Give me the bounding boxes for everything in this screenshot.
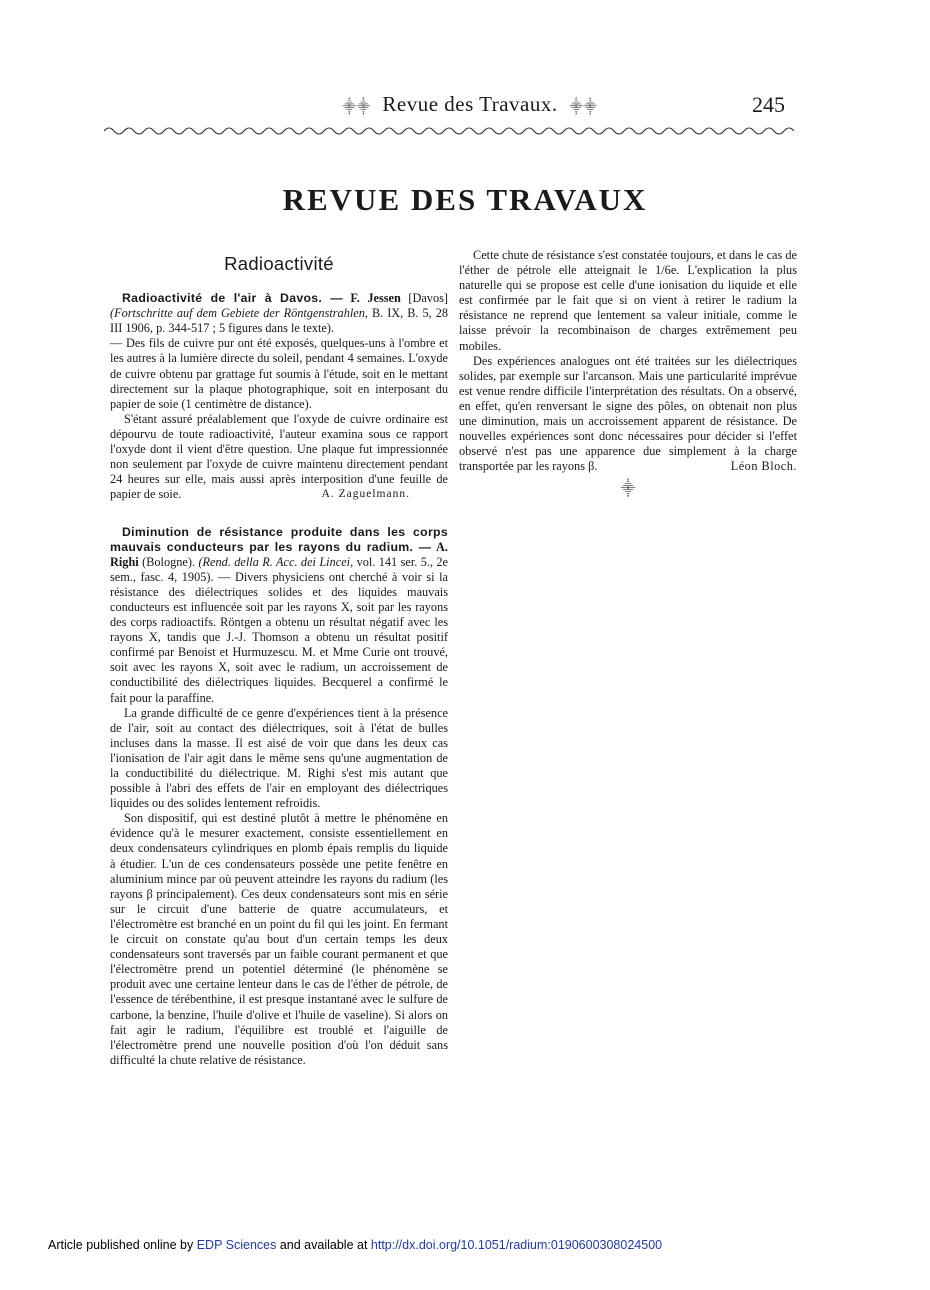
page-number: 245 (752, 92, 785, 117)
article-2-paragraph-2: La grande difficulté de ce genre d'expériences tient à la présence de l'air, soit au contact des diélectriques, soit à l'état de bulles incluses dans la masse. Il est aisé de voir que dans les deux cas l'ionisation de l'air agit dans le même sens qu'une augmentation de la conductibilité du diélectrique. M. Righi s'est mis autant que possible à l'abri des effets de l'air en employant des diélectriques liquides ou des solides lentement refroidis. (110, 705, 448, 811)
left-column (110, 248, 448, 1068)
article-2-paragraph-3: Son dispositif, qui est destiné plutôt à mettre le phénomène en évidence qu'à le mesurer exactement, consiste essentiellement en deux condensateurs cylindriques en plomb épais remplis du liquide à étudier. L'un de ces condensateurs possède une petite fenêtre en aluminium mince par où peuvent atteindre les rayons du radium (les rayons β principalement). Ces deux condensateurs sont mis en série sur le circuit d'une batterie de quatre accumulateurs, et l'électromètre est branché en un point du fil qui les joint. En fermant le circuit on constate qu'au bout d'un certain temps les deux condensateurs sont traversés par un faible courant permanent et que l'électromètre prend un potentiel déterminé (le phénomène se produit avec une certaine lenteur dans le cas de l'éther de pétrole, de l'essence de térébenthine, il est presque instantané avec le sulfure de carbone, la benzine, l'huile d'olive et l'huile de vaseline). Si alors on fait agir le radium, l'équilibre est troublé et l'aiguille de l'électromètre prend une nouvelle position d'où l'on déduit sans difficulté la chute relative de résistance. (110, 811, 448, 1067)
footer-prefix: Article published online by (48, 1238, 197, 1252)
article-2-paragraph-1: — Divers physiciens ont cherché à voir si la résistance des diélectriques solides et des liquides mauvais conducteurs est influencée soit par les rayons X, soit par les rayons des corps radioactifs. Röntgen a obtenu un résultat négatif avec les rayons X, tandis que J.-J. Thomson a obtenu un résultat positif confirmé par Benoist et Hurmuzescu. M. et Mme Curie ont trouvé, soit avec les rayons X, soit avec le radium, un accroissement de conductibilité des diélectriques liquides. Becquerel a confirmé le fait pour la paraffine. (110, 569, 448, 705)
article-1-author: F. Jessen (350, 291, 401, 306)
article-2-journal: (Rend. della R. Acc. dei Lincei, (198, 554, 354, 569)
running-head (300, 92, 640, 117)
article-2-paragraph-5-text: Des expériences analogues ont été traitées sur les diélectriques solides, par exemple sur l'arcanson. Mais une particularité imprévue est venue rendre difficile l'interprétation des résultats. On a observé, en effet, qu'en renversant le signe des pôles, on obtenait non plus une diminution, mais un accroissement apparent de résistance. De nouvelles expériences sont donc nécessaires pour décider si l'effet observé n'est pas une apparence due simplement à la charge transportée par les rayons β. (459, 353, 797, 474)
article-1-paragraph-2: S'étant assuré préalablement que l'oxyde de cuivre ordinaire est dépourvu de toute radioactivité, l'auteur examina sous ce rapport l'oxyde dont il vient d'être question. Une plaque fut impressionnée non seulement par l'oxyde de cuivre maintenu directement pendant 24 heures sur elle, mais aussi après interposition d'une feuille de papier de soie. (110, 411, 448, 502)
article-1-heading (110, 291, 448, 336)
article-1-journal: (Fortschritte auf dem Gebiete der Röntgenstrahlen, (110, 306, 368, 321)
running-title: Revue des Travaux. (382, 92, 558, 116)
article-2-author: A. Righi (110, 539, 448, 569)
section-title: Radioactivité (224, 253, 334, 274)
wavy-rule-divider (104, 124, 794, 138)
right-column (459, 248, 797, 498)
article-2-signature: Léon Bloch. (730, 459, 797, 474)
article-2-title: Diminution de résistance produite dans les corps mauvais conducteurs par les rayons du radium. — (110, 524, 448, 554)
doi-link[interactable]: http://dx.doi.org/10.1051/radium:0190600308024500 (370, 1238, 663, 1252)
article-1-place: [Davos] (408, 291, 448, 306)
footer-middle: and available at (276, 1238, 371, 1252)
article-2-heading (110, 525, 448, 706)
article-2-details: vol. 141 ser. 5., 2e sem., fasc. 4, 1905). (110, 554, 449, 584)
article-1-details: B. IX, B. 5, 28 III 1906, p. 344-517 ; 5 figures dans le texte). (110, 306, 448, 336)
right-ornament-icon: ⸎⸎ (569, 99, 598, 115)
article-1-title: Radioactivité de l'air à Davos. — (122, 291, 343, 306)
article-1-paragraph-1: — Des fils de cuivre pur ont été exposés, quelques-uns à l'ombre et les autres à la lumière directe du soleil, pendant 4 semaines. L'oxyde de cuivre obtenu par grattage fut soumis à l'étude, soit en le mettant directement sur la plaque photographique, soit en interposant du papier de soie (1 centimètre de distance). (110, 336, 448, 411)
article-1-signature: A. Zaguelmann. (321, 488, 410, 501)
left-ornament-icon: ⸎⸎ (342, 99, 371, 115)
end-ornament-icon: ⸎ (620, 482, 636, 498)
article-2-paragraph-4: Cette chute de résistance s'est constatée toujours, et dans le cas de l'éther de pétrole elle atteignait le 1/6e. L'explication la plus naturelle qui se propose est celle d'une ionisation du liquide et elle est confirmée par le fait que si on vient à retirer le radium la résistance ne reprend que lentement sa valeur initiale, comme le laisse prévoir la recombinaison de charges extrêmement peu mobiles. (459, 248, 797, 353)
article-2 (110, 525, 448, 1068)
publisher-link[interactable]: EDP Sciences (196, 1238, 277, 1252)
article-2-paragraph-5 (459, 354, 797, 475)
article-2-place: (Bologne). (142, 554, 196, 569)
article-1 (110, 291, 448, 502)
main-title: REVUE DES TRAVAUX (282, 182, 648, 217)
footer-note (48, 1238, 662, 1252)
